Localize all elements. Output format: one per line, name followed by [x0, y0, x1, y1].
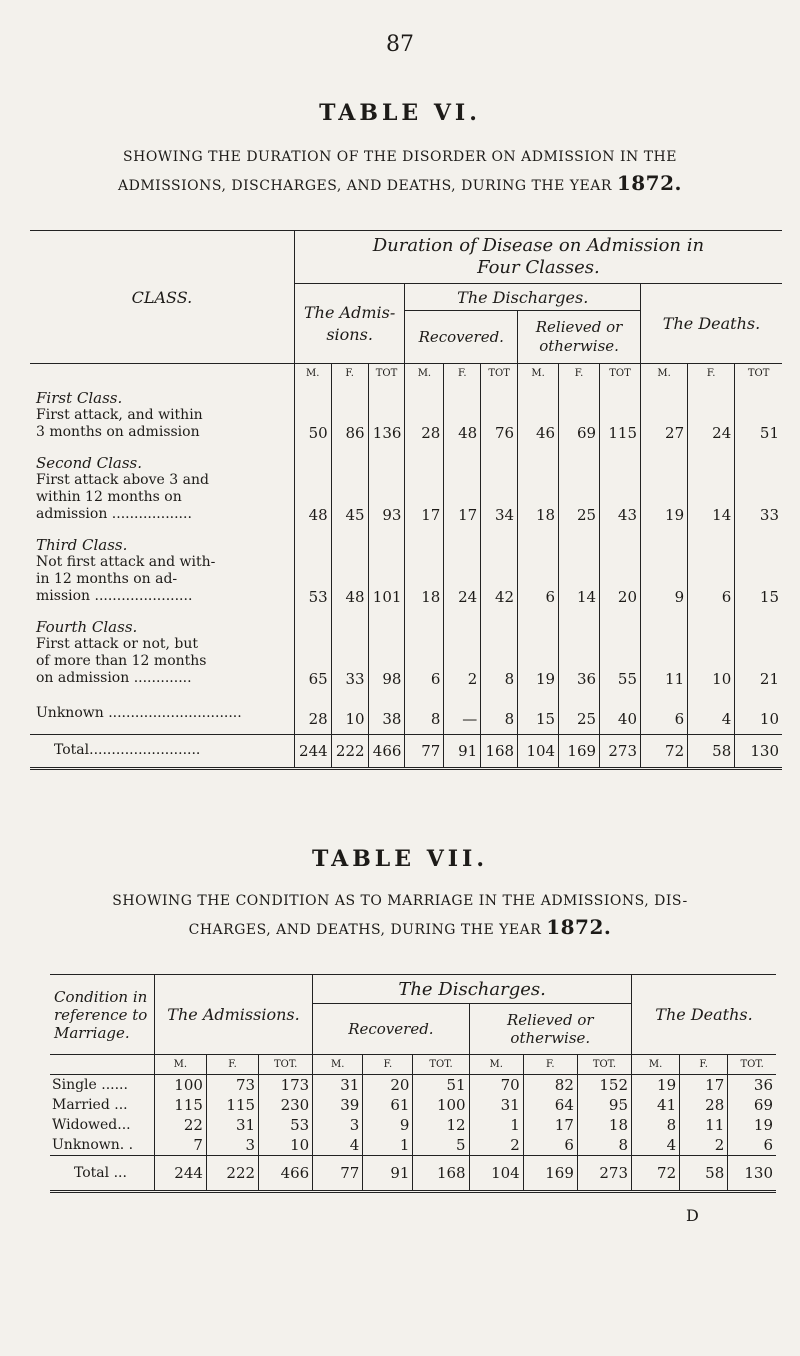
table6-cell: 24 [444, 530, 481, 612]
table7-cell: 70 [469, 1075, 523, 1096]
table6-row-label [30, 694, 294, 735]
table7-cell: 36 [728, 1075, 776, 1096]
table6-cell: 36 [559, 612, 600, 694]
class-description-line: of more than 12 months [36, 652, 207, 669]
table6-row [30, 612, 782, 694]
table6-total-row [30, 734, 782, 768]
table6-row [30, 694, 782, 735]
table7-total-cell: 77 [313, 1156, 363, 1192]
table6-cell: 46 [518, 384, 559, 448]
table6-cell: 17 [405, 448, 444, 530]
table7-cell: 3 [206, 1135, 258, 1156]
table6-cell: 8 [481, 694, 518, 735]
table6-cell: 43 [600, 448, 641, 530]
table6-cell: 10 [688, 612, 735, 694]
table6-row-label [30, 384, 294, 448]
table6-cell: 69 [559, 384, 600, 448]
table6-total-cell: 466 [368, 734, 405, 768]
table6-cell: 6 [688, 530, 735, 612]
table7-cell: 64 [523, 1095, 577, 1115]
table6-cell: 25 [559, 694, 600, 735]
table7-mf-row: M. F. TOT. M. F. TOT. M. F. TOT. M. F. TOT. [50, 1055, 776, 1075]
table7-cell: 31 [469, 1095, 523, 1115]
table6-cell: 15 [518, 694, 559, 735]
table6-cell: 20 [600, 530, 641, 612]
table6-relieved-header: Relieved or otherwise. [518, 311, 641, 364]
table6-cell: 48 [331, 530, 368, 612]
table7-cell: 100 [154, 1075, 206, 1096]
table6-cell: 48 [444, 384, 481, 448]
table7-cell: 100 [413, 1095, 469, 1115]
class-description-line: mission ...................... [36, 587, 193, 604]
table6-cell: 6 [405, 612, 444, 694]
table7-cell: 19 [632, 1075, 680, 1096]
table6-cell: 17 [444, 448, 481, 530]
table6-recovered-header: Recovered. [405, 311, 518, 364]
table7-row-label: Widowed... [52, 1116, 131, 1133]
signature-mark: D [686, 1206, 699, 1225]
class-description-line: within 12 months on [36, 488, 182, 505]
table6-deaths-header: The Deaths. [641, 284, 782, 364]
table6-cell: 11 [641, 612, 688, 694]
table7-cell: 7 [154, 1135, 206, 1156]
table7-discharges-header: The Discharges. [313, 975, 632, 1004]
table6-total-cell: 130 [735, 734, 782, 768]
table6-cell: 115 [600, 384, 641, 448]
table7-cell: 69 [728, 1095, 776, 1115]
table7-cell: 115 [154, 1095, 206, 1115]
table6-cell: 18 [518, 448, 559, 530]
table6-cell: 33 [735, 448, 782, 530]
table7-total-label: Total ... [74, 1164, 127, 1181]
table7-relieved-header: Relieved or otherwise. [469, 1004, 631, 1055]
table7-total-cell: 168 [413, 1156, 469, 1192]
table7-cell: 61 [363, 1095, 413, 1115]
class-heading: First Class. [36, 389, 123, 407]
table6-total-cell: 58 [688, 734, 735, 768]
table7-total-cell: 58 [680, 1156, 728, 1192]
table7-cell: 6 [728, 1135, 776, 1156]
table7-cell: 28 [680, 1095, 728, 1115]
table7-cell: 230 [259, 1095, 313, 1115]
table6-title: TABLE VI. [319, 100, 481, 126]
table6-cell: 6 [518, 530, 559, 612]
class-description-line: First attack above 3 and [36, 471, 209, 488]
table6-cell: 9 [641, 530, 688, 612]
table6-cell: 28 [405, 384, 444, 448]
table7-row [50, 1095, 776, 1115]
table7-title: TABLE VII. [311, 846, 489, 872]
table6-total-cell: 104 [518, 734, 559, 768]
table7-cell: 8 [632, 1115, 680, 1135]
table6-cell: 76 [481, 384, 518, 448]
table7-admissions-header: The Admissions. [154, 975, 312, 1055]
table7-cell: 2 [680, 1135, 728, 1156]
table7-total-cell: 466 [259, 1156, 313, 1192]
table6-cell: 65 [294, 612, 331, 694]
table7-condition-header: Condition in reference to Marriage. [54, 987, 148, 1042]
class-description-line: admission .................. [36, 505, 192, 522]
table6-cell: 53 [294, 530, 331, 612]
table7-cell: 5 [413, 1135, 469, 1156]
table6-year: 1872. [616, 171, 682, 195]
table7-total-cell: 244 [154, 1156, 206, 1192]
table7-row [50, 1075, 776, 1096]
table7-total-cell: 169 [523, 1156, 577, 1192]
table7-subtitle-line2: CHARGES, AND DEATHS, DURING THE YEAR [188, 922, 542, 938]
table7-cell: 3 [313, 1115, 363, 1135]
table7-total-cell: 130 [728, 1156, 776, 1192]
table6-cell: 19 [641, 448, 688, 530]
table6-cell: 21 [735, 612, 782, 694]
table6-row [30, 530, 782, 612]
table7-cell: 18 [577, 1115, 631, 1135]
table7-cell: 51 [413, 1075, 469, 1096]
table7-cell: 4 [632, 1135, 680, 1156]
table6-cell: 18 [405, 530, 444, 612]
table7-cell: 9 [363, 1115, 413, 1135]
table6-total-cell: 222 [331, 734, 368, 768]
table7-total-cell: 222 [206, 1156, 258, 1192]
class-description-line: on admission ............. [36, 669, 192, 686]
table6-cell: 55 [600, 612, 641, 694]
table7-cell: 17 [680, 1075, 728, 1096]
table7-cell: 152 [577, 1075, 631, 1096]
table6-subtitle [30, 144, 770, 199]
table6-cell: 93 [368, 448, 405, 530]
table7-cell: 17 [523, 1115, 577, 1135]
table6-cell: 14 [559, 530, 600, 612]
table6-discharges-header: The Discharges. [405, 284, 641, 311]
table7-cell: 73 [206, 1075, 258, 1096]
table7-year: 1872. [546, 915, 612, 939]
table7-cell: 31 [313, 1075, 363, 1096]
table6-cell: 45 [331, 448, 368, 530]
table7-cell: 39 [313, 1095, 363, 1115]
table6-cell: 42 [481, 530, 518, 612]
table7-cell: 53 [259, 1115, 313, 1135]
class-description-line: Not first attack and with- [36, 553, 216, 570]
table6-class-header: CLASS. [131, 287, 193, 307]
table6-cell: 2 [444, 612, 481, 694]
class-description-line: in 12 months on ad- [36, 570, 178, 587]
table6-cell: 27 [641, 384, 688, 448]
table6-total-label: Total......................... [54, 742, 201, 758]
table6-cell: 6 [641, 694, 688, 735]
table7-row-label: Single ...... [52, 1076, 128, 1093]
table7-cell: 11 [680, 1115, 728, 1135]
table6 [30, 230, 782, 770]
table7-cell: 41 [632, 1095, 680, 1115]
table7-cell: 82 [523, 1075, 577, 1096]
table6-cell: 19 [518, 612, 559, 694]
table7-cell: 8 [577, 1135, 631, 1156]
table7-recovered-header: Recovered. [313, 1004, 469, 1055]
table6-cell: 8 [405, 694, 444, 735]
table6-total-cell: 168 [481, 734, 518, 768]
table6-mf-row: M. F. TOT M. F. TOT M. F. TOT M. F. TOT [30, 364, 782, 384]
class-description-line: Unknown .............................. [36, 705, 242, 721]
table7-total-cell: 91 [363, 1156, 413, 1192]
class-description-line: 3 months on admission [36, 424, 200, 440]
table6-cell: 136 [368, 384, 405, 448]
table6-row [30, 448, 782, 530]
table6-cell: 48 [294, 448, 331, 530]
table6-cell: 38 [368, 694, 405, 735]
table6-cell: 101 [368, 530, 405, 612]
table7-subtitle [30, 888, 770, 943]
table6-total-cell: 72 [641, 734, 688, 768]
table6-row-label [30, 612, 294, 694]
table7-row-label: Unknown. . [52, 1136, 134, 1153]
table7-row [50, 1135, 776, 1156]
table7-cell: 173 [259, 1075, 313, 1096]
table7-cell: 1 [363, 1135, 413, 1156]
table7-total-cell: 273 [577, 1156, 631, 1192]
table6-cell: 40 [600, 694, 641, 735]
table6-duration-header: Duration of Disease on Admission in Four Classes. [294, 231, 782, 284]
table6-row [30, 384, 782, 448]
class-description-line: First attack, and within [36, 407, 203, 423]
class-heading: Third Class. [36, 535, 128, 554]
table7-cell: 2 [469, 1135, 523, 1156]
table7-cell: 31 [206, 1115, 258, 1135]
table7-cell: 19 [728, 1115, 776, 1135]
table6-total-cell: 77 [405, 734, 444, 768]
table7-cell: 20 [363, 1075, 413, 1096]
table6-cell: 28 [294, 694, 331, 735]
table7-cell: 22 [154, 1115, 206, 1135]
table6-total-cell: 169 [559, 734, 600, 768]
table7 [50, 974, 776, 1193]
table7-deaths-header: The Deaths. [632, 975, 776, 1055]
table6-admissions-header: The Admis- sions. [294, 284, 405, 364]
table7-cell: 1 [469, 1115, 523, 1135]
table6-cell: 14 [688, 448, 735, 530]
table7-cell: 4 [313, 1135, 363, 1156]
table6-total-cell: 273 [600, 734, 641, 768]
table7-total-cell: 72 [632, 1156, 680, 1192]
table7-cell: 10 [259, 1135, 313, 1156]
table7-cell: 6 [523, 1135, 577, 1156]
table6-cell: — [444, 694, 481, 735]
table6-cell: 8 [481, 612, 518, 694]
table6-cell: 86 [331, 384, 368, 448]
table7-row [50, 1115, 776, 1135]
table6-cell: 10 [331, 694, 368, 735]
table7-cell: 95 [577, 1095, 631, 1115]
table7-cell: 115 [206, 1095, 258, 1115]
table6-cell: 33 [331, 612, 368, 694]
table6-row-label [30, 448, 294, 530]
table7-total-cell: 104 [469, 1156, 523, 1192]
table6-row-label [30, 530, 294, 612]
page-number: 87 [386, 32, 414, 57]
table6-cell: 51 [735, 384, 782, 448]
table6-cell: 50 [294, 384, 331, 448]
table7-cell: 12 [413, 1115, 469, 1135]
table6-total-cell: 244 [294, 734, 331, 768]
table6-subtitle-line1: SHOWING THE DURATION OF THE DISORDER ON ADMISSION IN THE [123, 149, 677, 165]
table6-cell: 4 [688, 694, 735, 735]
table7-total-row [50, 1156, 776, 1192]
table6-total-cell: 91 [444, 734, 481, 768]
table6-cell: 24 [688, 384, 735, 448]
table6-cell: 98 [368, 612, 405, 694]
table6-cell: 25 [559, 448, 600, 530]
table6-cell: 15 [735, 530, 782, 612]
class-heading: Second Class. [36, 453, 142, 472]
table6-cell: 34 [481, 448, 518, 530]
table6-subtitle-line2: ADMISSIONS, DISCHARGES, AND DEATHS, DURING THE YEAR [118, 178, 612, 194]
class-heading: Fourth Class. [36, 617, 138, 636]
table6-cell: 10 [735, 694, 782, 735]
table7-row-label: Married ... [52, 1096, 128, 1113]
table7-subtitle-line1: SHOWING THE CONDITION AS TO MARRIAGE IN THE ADMISSIONS, DIS- [112, 893, 688, 909]
class-description-line: First attack or not, but [36, 635, 199, 652]
